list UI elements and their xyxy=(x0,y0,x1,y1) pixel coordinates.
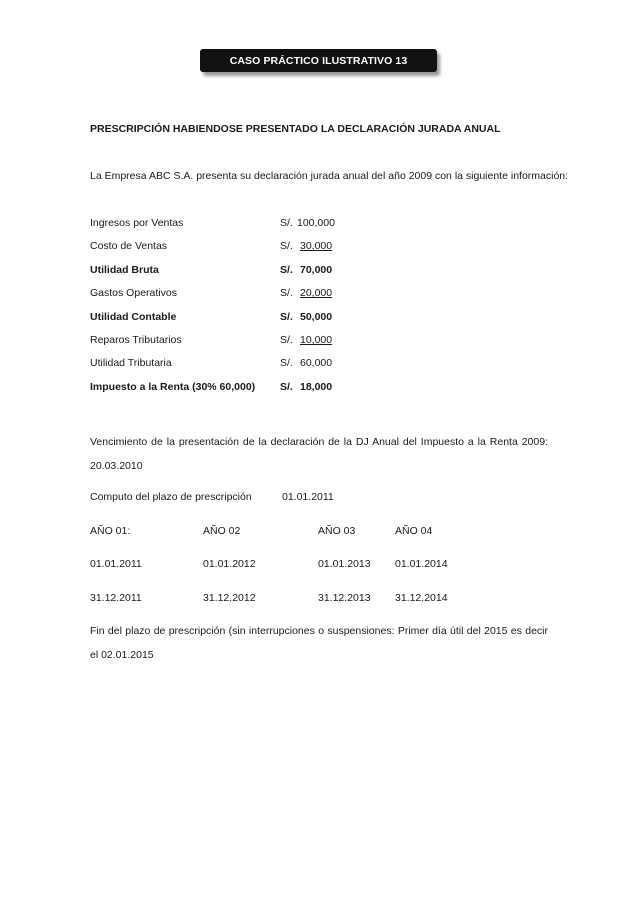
financial-row xyxy=(90,381,550,395)
year-header: AÑO 04 xyxy=(395,525,433,537)
row-amount: 50,000 xyxy=(300,311,333,323)
computo-date: 01.01.2011 xyxy=(282,491,334,503)
financial-row xyxy=(90,264,550,278)
row-amount: 60,000 xyxy=(300,357,333,369)
row-currency: S/. xyxy=(280,381,293,393)
year-start-date: 01.01.2013 xyxy=(318,558,371,570)
row-currency: S/. xyxy=(280,287,293,299)
row-amount: 100,000 xyxy=(297,217,335,229)
financial-row xyxy=(90,334,550,348)
row-label: Reparos Tributarios xyxy=(90,334,182,346)
financial-row xyxy=(90,240,550,254)
row-label: Utilidad Contable xyxy=(90,311,177,323)
financial-row xyxy=(90,287,550,301)
row-amount: 18,000 xyxy=(300,381,333,393)
row-currency: S/. xyxy=(280,264,293,276)
row-amount: 10,000 xyxy=(300,334,333,346)
row-label: Costo de Ventas xyxy=(90,240,168,252)
year-start-date: 01.01.2011 xyxy=(90,558,142,570)
fin-plazo-paragraph: Fin del plazo de prescripción (sin interrupciones o suspensiones: Primer día útil del 2015 es decir el 02.01.2015 xyxy=(90,625,548,661)
row-amount: 70,000 xyxy=(300,264,333,276)
vencimiento-paragraph: Vencimiento de la presentación de la declaración de la DJ Anual del Impuesto a la Renta 2009: 20.03.2010 xyxy=(90,436,548,472)
year-end-date: 31.12.2011 xyxy=(90,592,142,604)
case-title-banner: CASO PRÁCTICO ILUSTRATIVO 13 xyxy=(200,49,437,72)
row-label: Utilidad Bruta xyxy=(90,264,159,276)
section-heading: PRESCRIPCIÓN HABIENDOSE PRESENTADO LA DECLARACIÓN JURADA ANUAL xyxy=(90,123,501,135)
year-start-date: 01.01.2012 xyxy=(203,558,256,570)
year-start-date: 01.01.2014 xyxy=(395,558,448,570)
row-currency: S/. xyxy=(280,357,293,369)
row-currency: S/. xyxy=(280,311,293,323)
intro-paragraph: La Empresa ABC S.A. presenta su declaración jurada anual del año 2009 con la siguiente información: xyxy=(90,170,569,182)
year-header: AÑO 01: xyxy=(90,525,131,537)
row-amount: 20,000 xyxy=(300,287,333,299)
row-label: Utilidad Tributaria xyxy=(90,357,172,369)
row-amount: 30,000 xyxy=(300,240,333,252)
year-end-date: 31.12.2012 xyxy=(203,592,256,604)
year-end-date: 31.12.2014 xyxy=(395,592,448,604)
financial-row xyxy=(90,357,550,371)
row-currency: S/. xyxy=(280,217,293,229)
row-label: Gastos Operativos xyxy=(90,287,177,299)
year-header: AÑO 02 xyxy=(203,525,241,537)
year-end-date: 31.12.2013 xyxy=(318,592,371,604)
year-header: AÑO 03 xyxy=(318,525,356,537)
row-currency: S/. xyxy=(280,240,293,252)
row-label: Impuesto a la Renta (30% 60,000) xyxy=(90,381,256,393)
computo-label: Computo del plazo de prescripción xyxy=(90,491,252,503)
row-currency: S/. xyxy=(280,334,293,346)
financial-row xyxy=(90,217,550,231)
financial-row xyxy=(90,311,550,325)
row-label: Ingresos por Ventas xyxy=(90,217,184,229)
